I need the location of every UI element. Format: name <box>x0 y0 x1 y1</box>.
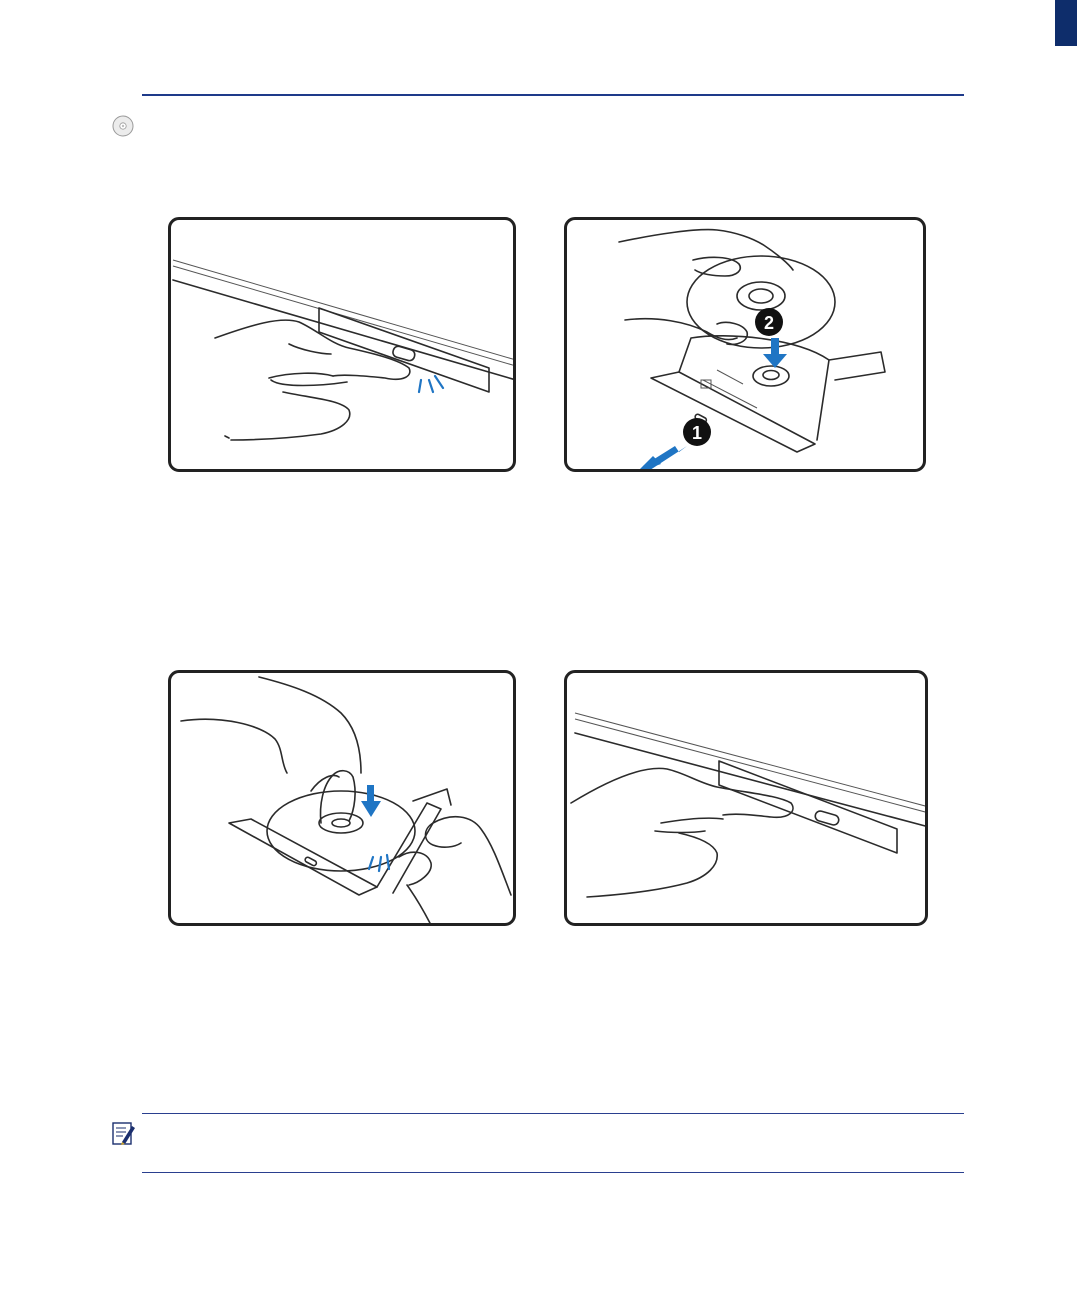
figure-press-eject-button <box>168 217 516 472</box>
callout-1-badge <box>683 418 711 446</box>
cd-disc-icon <box>112 115 134 137</box>
figure-snap-disc-onto-hub <box>168 670 516 926</box>
note-bottom-rule <box>142 1172 964 1173</box>
note-top-rule <box>142 1113 964 1114</box>
header-rule <box>142 94 964 96</box>
note-pencil-icon <box>112 1122 136 1146</box>
callout-2-badge <box>755 308 783 336</box>
figure-load-disc-into-tray <box>564 217 926 472</box>
callout-2-label: 2 <box>763 313 775 333</box>
callout-1-label: 1 <box>691 423 703 443</box>
figure-close-tray <box>564 670 928 926</box>
page-edge-tab <box>1055 0 1077 46</box>
